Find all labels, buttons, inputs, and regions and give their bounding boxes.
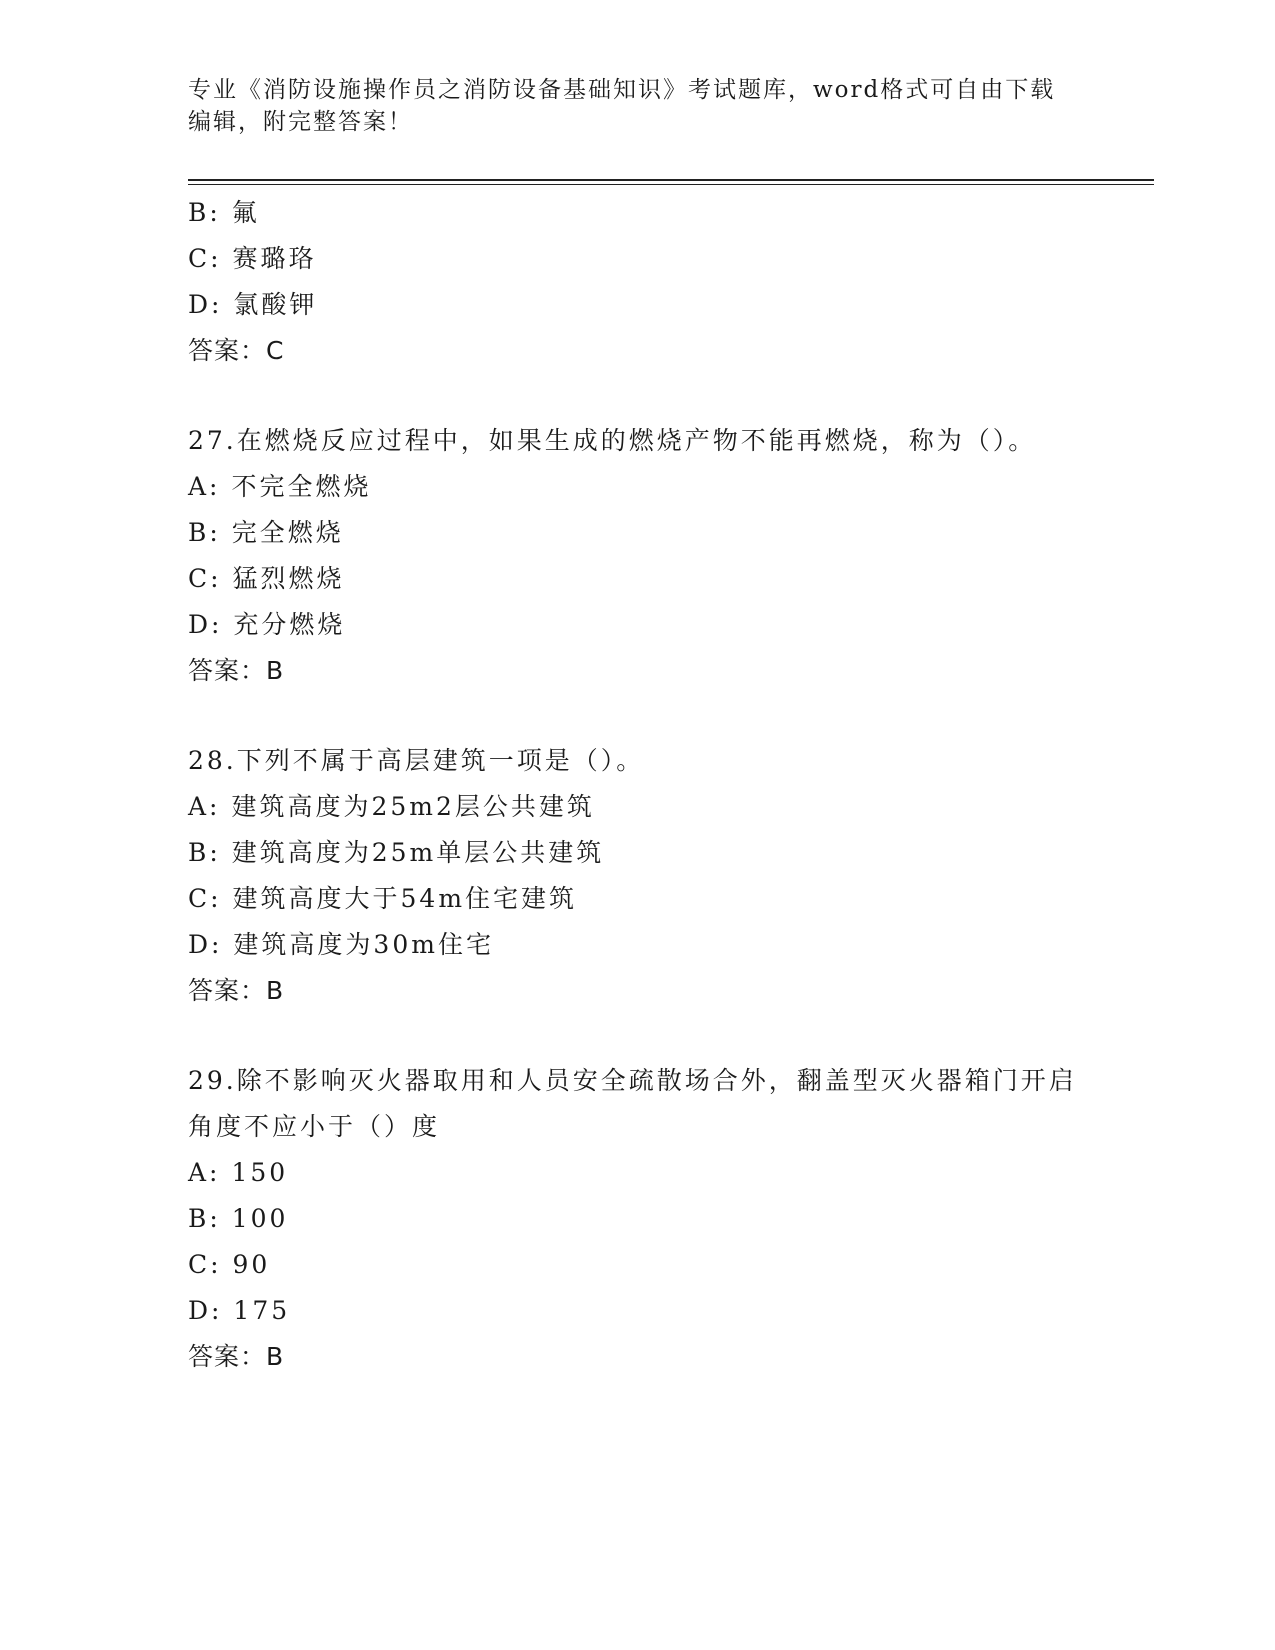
option-a — [188, 784, 1088, 830]
question-block-29 — [188, 1058, 1088, 1380]
option-text: 175 — [233, 1296, 291, 1325]
option-letter: A: — [188, 472, 221, 501]
option-letter: B: — [188, 838, 221, 867]
option-d — [188, 282, 1088, 328]
option-text: 氯酸钾 — [233, 290, 318, 319]
question-content — [188, 190, 1088, 1380]
option-letter: C: — [188, 884, 222, 913]
spacer — [188, 374, 1088, 418]
answer-line: 答案：B — [188, 1342, 285, 1371]
option-letter: B: — [188, 518, 221, 547]
option-letter: A: — [188, 1158, 221, 1187]
option-c — [188, 1242, 1088, 1288]
option-letter: C: — [188, 564, 222, 593]
option-text: 氟 — [231, 198, 260, 227]
option-c — [188, 876, 1088, 922]
option-text: 完全燃烧 — [231, 518, 344, 547]
option-letter: D: — [188, 1296, 223, 1325]
option-b — [188, 830, 1088, 876]
option-letter: A: — [188, 792, 221, 821]
option-b — [188, 190, 1088, 236]
question-block-28 — [188, 738, 1088, 1014]
spacer — [188, 1014, 1088, 1058]
option-letter: D: — [188, 290, 223, 319]
option-text: 不完全燃烧 — [231, 472, 372, 501]
document-header-title: 专业《消防设施操作员之消防设备基础知识》考试题库，word格式可自由下载编辑，附完整答案！ — [188, 77, 1056, 135]
option-text: 建筑高度大于54m住宅建筑 — [232, 884, 578, 913]
option-text: 建筑高度为25m单层公共建筑 — [231, 838, 605, 867]
option-c — [188, 556, 1088, 602]
option-d — [188, 922, 1088, 968]
option-text: 建筑高度为30m住宅 — [233, 930, 494, 959]
header-divider-thin — [188, 184, 1154, 185]
option-a — [188, 1150, 1088, 1196]
option-text: 建筑高度为25m2层公共建筑 — [231, 792, 595, 821]
option-d — [188, 1288, 1088, 1334]
answer-line: 答案：C — [188, 336, 285, 365]
option-text: 100 — [231, 1204, 289, 1233]
option-letter: B: — [188, 198, 221, 227]
option-b — [188, 510, 1088, 556]
option-text: 90 — [232, 1250, 271, 1279]
answer-line: 答案：B — [188, 976, 285, 1005]
option-c — [188, 236, 1088, 282]
option-text: 150 — [231, 1158, 289, 1187]
question-block-continued — [188, 190, 1088, 374]
option-b — [188, 1196, 1088, 1242]
option-text: 猛烈燃烧 — [232, 564, 345, 593]
question-stem: 29.除不影响灭火器取用和人员安全疏散场合外，翻盖型灭火器箱门开启角度不应小于（）度 — [188, 1066, 1077, 1141]
option-letter: C: — [188, 1250, 222, 1279]
option-letter: D: — [188, 930, 223, 959]
option-letter: C: — [188, 244, 222, 273]
option-letter: D: — [188, 610, 223, 639]
question-stem: 27.在燃烧反应过程中，如果生成的燃烧产物不能再燃烧，称为（）。 — [188, 426, 1037, 455]
option-a — [188, 464, 1088, 510]
question-stem: 28.下列不属于高层建筑一项是（）。 — [188, 746, 645, 775]
spacer — [188, 694, 1088, 738]
option-text: 赛璐珞 — [232, 244, 317, 273]
header-divider-thick — [188, 179, 1154, 181]
answer-line: 答案：B — [188, 656, 285, 685]
option-text: 充分燃烧 — [233, 610, 346, 639]
option-letter: B: — [188, 1204, 221, 1233]
option-d — [188, 602, 1088, 648]
question-block-27 — [188, 418, 1088, 694]
